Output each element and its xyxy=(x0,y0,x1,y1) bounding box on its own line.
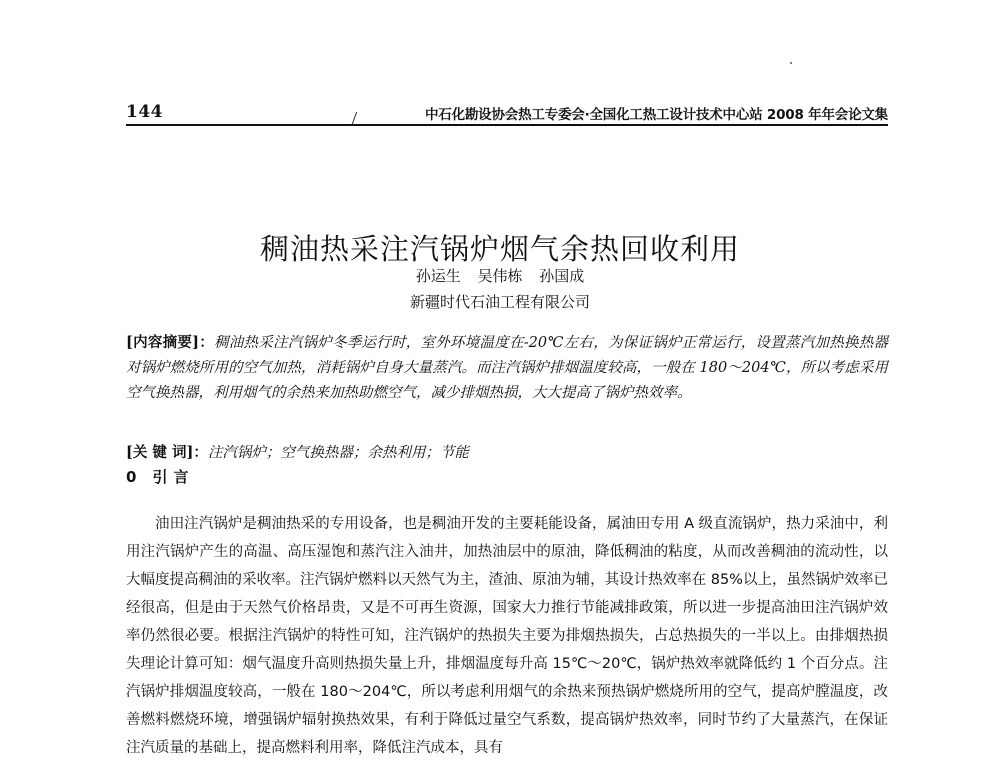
abstract xyxy=(126,330,888,406)
running-header xyxy=(126,98,888,126)
author-list: 孙运生 吴伟栋 孙国成 xyxy=(415,267,585,285)
keywords-text: 注汽锅炉；空气换热器；余热利用；节能 xyxy=(207,445,469,461)
section-number: 0 xyxy=(126,468,143,486)
journal-title: 中石化勘设协会热工专委会·全国化工热工设计技术中心站 2008 年年会论文集 xyxy=(424,107,888,123)
header-rule xyxy=(126,124,888,126)
author-affiliation: 新疆时代石油工程有限公司 xyxy=(409,293,590,311)
keywords xyxy=(126,440,888,466)
section-title: 引言 xyxy=(152,468,195,486)
paper-title: 稠油热采注汽锅炉烟气余热回收利用 xyxy=(259,232,740,267)
abstract-label: [内容摘要]： xyxy=(126,334,214,351)
scan-speck xyxy=(790,62,792,64)
header-tick-mark xyxy=(352,112,365,124)
keywords-label: [关 键 词]： xyxy=(126,444,208,461)
section-heading xyxy=(126,466,194,487)
page-number: 144 xyxy=(126,102,163,122)
body-paragraph: 油田注汽锅炉是稠油热采的专用设备，也是稠油开发的主要耗能设备，属油田专用 A 级直流锅炉，热力采油中，利用注汽锅炉产生的高温、高压湿饱和蒸汽注入油井，加热油层中的原油，降低稠油的粘度，从而改善稠油的流动性，以大幅度提高稠油的采收率。注汽锅炉燃料以天然气为主，渣油、原油为辅，其设计热效率在 85%以上，虽然锅炉效率已经很高，但是由于天然气价格昂贵，又是不可再生资源，国家大力推行节能减排政策，所以进一步提高油田注汽锅炉效率仍然很必要。根据注汽锅炉的特性可知，注汽锅炉的热损失主要为排烟热损失，占总热损失的一半以上。由排烟热损失理论计算可知：烟气温度升高则热损失量上升，排烟温度每升高 15℃～20℃，锅炉热效率就降低约 1 个百分点。注汽锅炉排烟温度较高，一般在 180～204℃，所以考虑利用烟气的余热来预热锅炉燃烧所用的空气，提高炉膛温度，改善燃料燃烧环境，增强锅炉辐射换热效果，有利于降低过量空气系数，提高锅炉热效率，同时节约了大量蒸汽，在保证注汽质量的基础上，提高燃料利用率，降低注汽成本，具有 xyxy=(126,515,888,756)
abstract-text: 稠油热采注汽锅炉冬季运行时，室外环境温度在-20℃左右，为保证锅炉正常运行，设置蒸汽加热换热器对锅炉燃烧所用的空气加热，消耗锅炉自身大量蒸汽。而注汽锅炉排烟温度较高，一般在 180～204℃，所以考虑采用空气换热器，利用烟气的余热来加热助燃空气，减少排烟热损，大大提高了锅炉热效率。 xyxy=(126,335,888,401)
